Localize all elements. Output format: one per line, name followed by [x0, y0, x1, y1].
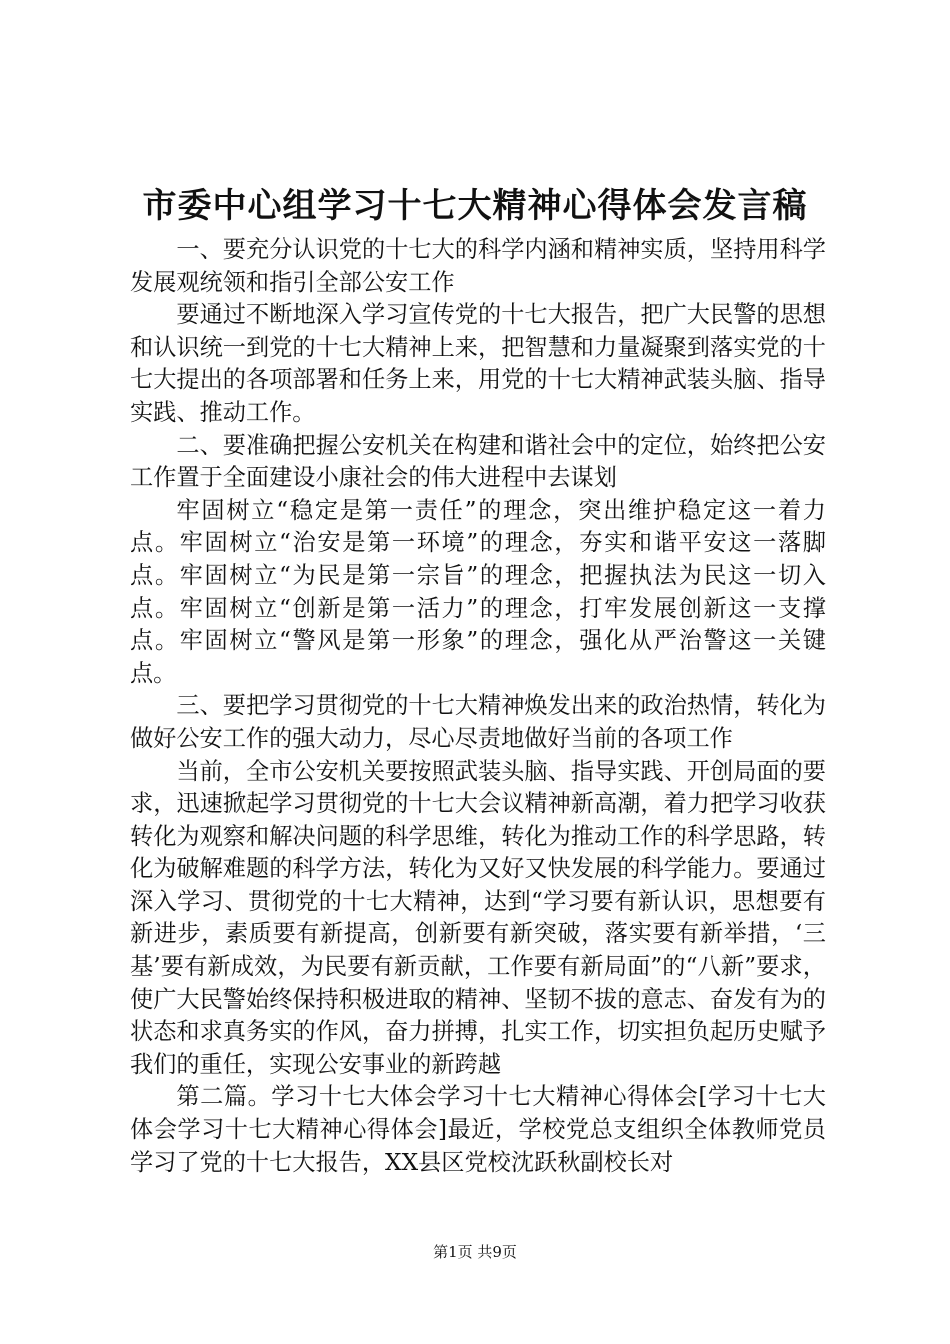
document-title: 市委中心组学习十七大精神心得体会发言稿	[142, 186, 808, 226]
paragraph-7: 第二篇。学习十七大体会学习十七大精神心得体会[学习十七大体会学习十七大精神心得体会]最近，学校党总支组织全体教师党员学习了党的十七大报告，XX县区党校沈跃秋副校长对	[130, 1083, 826, 1176]
paragraph-6: 当前，全市公安机关要按照武装头脑、指导实践、开创局面的要求，迅速掀起学习贯彻党的十七大会议精神新高潮，着力把学习收获转化为观察和解决问题的科学思维，转化为推动工作的科学思路，转化为破解难题的科学方法，转化为又好又快发展的科学能力。要通过深入学习、贯彻党的十七大精神，达到“学习要有新认识，思想要有新进步，素质要有新提高，创新要有新突破，落实要有新举措，‘三基’要有新成效，为民要有新贡献，工作要有新局面”的“八新”要求，使广大民警始终保持积极进取的精神、坚韧不拔的意志、奋发有为的状态和求真务实的作风，奋力拼搏，扎实工作，切实担负起历史赋予我们的重任，实现公安事业的新跨越	[130, 757, 826, 1078]
paragraph-2: 要通过不断地深入学习宣传党的十七大报告，把广大民警的思想和认识统一到党的十七大精神上来，把智慧和力量凝聚到落实党的十七大提出的各项部署和任务上来，用党的十七大精神武装头脑、指导实践、推动工作。	[130, 301, 826, 426]
paragraph-3: 二、要准确把握公安机关在构建和谐社会中的定位，始终把公安工作置于全面建设小康社会的伟大进程中去谋划	[130, 431, 826, 492]
paragraph-4: 牢固树立“稳定是第一责任”的理念，突出维护稳定这一着力点。牢固树立“治安是第一环境”的理念，夯实和谐平安这一落脚点。牢固树立“为民是第一宗旨”的理念，把握执法为民这一切入点。牢固树立“创新是第一活力”的理念，打牢发展创新这一支撑点。牢固树立“警风是第一形象”的理念，强化从严治警这一关键点。	[130, 496, 826, 687]
paragraph-5: 三、要把学习贯彻党的十七大精神焕发出来的政治热情，转化为做好公安工作的强大动力，尽心尽责地做好当前的各项工作	[130, 692, 826, 752]
page-footer: 第1页 共9页	[433, 1243, 517, 1261]
document-body	[130, 234, 826, 1179]
paragraph-1: 一、要充分认识党的十七大的科学内涵和精神实质，坚持用科学发展观统领和指引全部公安工作	[130, 236, 826, 296]
